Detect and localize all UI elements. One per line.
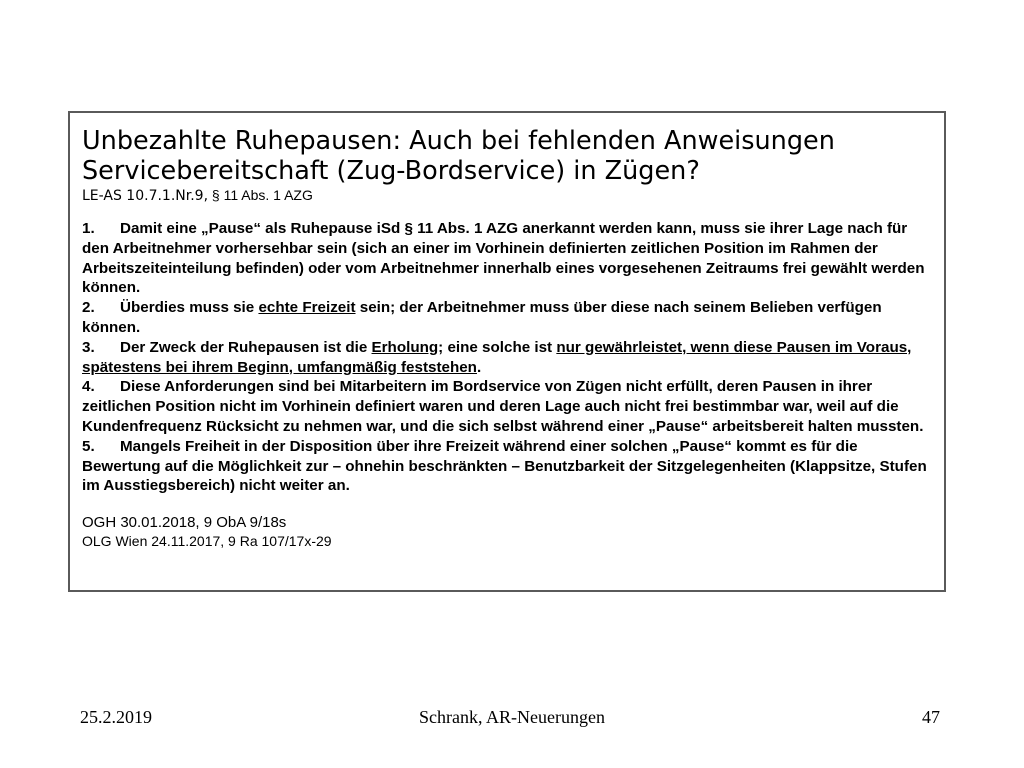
point-number: 4. (82, 378, 95, 396)
reference-code: LE-AS 10.7.1.Nr.9, (82, 188, 209, 204)
point-text: Überdies muss sie (120, 299, 259, 317)
point-text: sein; der Arbeitnehmer muss über diese nach seinem Belieben verfügen können. (82, 299, 882, 336)
content-box (68, 111, 946, 592)
footer-author: Schrank, AR-Neuerungen (419, 707, 605, 727)
citation-ogh: OGH 30.01.2018, 9 ObA 9/18s (82, 514, 287, 532)
citations (82, 514, 932, 550)
point-text: Damit eine „Pause“ als Ruhepause iSd § 11 Abs. 1 AZG anerkannt werden kann, muss sie ihrer Lage nach für den Arbeitnehmer vorhersehbar sein (sich an einer im Vorhinein definierten zeitlichen Position im Rahmen der Arbeitszeiteinteilung befinden) oder vom Arbeitnehmer innerhalb eines vorgesehenen Zeitraums frei gewählt werden können. (82, 220, 925, 297)
point-1 (82, 219, 932, 298)
reference-line (82, 186, 932, 205)
reference-law: § 11 Abs. 1 AZG (208, 187, 313, 203)
point-5 (82, 437, 932, 496)
point-text: . (476, 358, 482, 376)
point-text: Mangels Freiheit in der Disposition über ihre Freizeit während einer solchen „Pause“ kommt es für die Bewertung auf die Möglichkeit zur – ohnehin beschränkten – Benutzbarkeit der Sitzgelegenheiten (Klappsitze, Stufen im Ausstiegsbereich) nicht weiter an. (82, 437, 927, 495)
point-4 (82, 377, 932, 436)
point-text: Der Zweck der Ruhepausen ist die (120, 338, 372, 356)
point-text: ; eine solche ist (438, 338, 557, 356)
point-number: 5. (82, 437, 95, 455)
point-number: 2. (82, 299, 95, 317)
footer-date: 25.2.2019 (80, 707, 152, 727)
title-line-1: Unbezahlte Ruhepausen: Auch bei fehlenden Anweisungen (82, 126, 835, 156)
point-number: 1. (82, 220, 95, 237)
underlined-phrase: Erholung (371, 338, 439, 356)
slide-title (82, 126, 932, 186)
page-number: 47 (922, 707, 940, 727)
underlined-phrase: echte Freizeit (258, 299, 356, 317)
title-line-2: Servicebereitschaft (Zug-Bordservice) in Zügen? (82, 156, 700, 186)
point-2 (82, 298, 932, 338)
underlined-phrase: nur gewährleistet, wenn diese Pausen im Voraus, spätestens bei ihrem Beginn, umfangmäßig feststehen (82, 338, 912, 376)
points-list (82, 219, 932, 496)
citation-olg: OLG Wien 24.11.2017, 9 Ra 107/17x-29 (82, 533, 332, 550)
point-3 (82, 338, 932, 378)
point-text: Diese Anforderungen sind bei Mitarbeitern im Bordservice von Zügen nicht erfüllt, deren Pausen in ihrer zeitlichen Position nicht im Vorhinein definiert waren und deren Lage auch nicht frei bestimmbar war, weil auf die Kundenfrequenz Rücksicht zu nehmen war, und die sich selbst während einer „Pause“ arbeitsbereit halten mussten. (82, 378, 924, 435)
point-number: 3. (82, 338, 95, 356)
